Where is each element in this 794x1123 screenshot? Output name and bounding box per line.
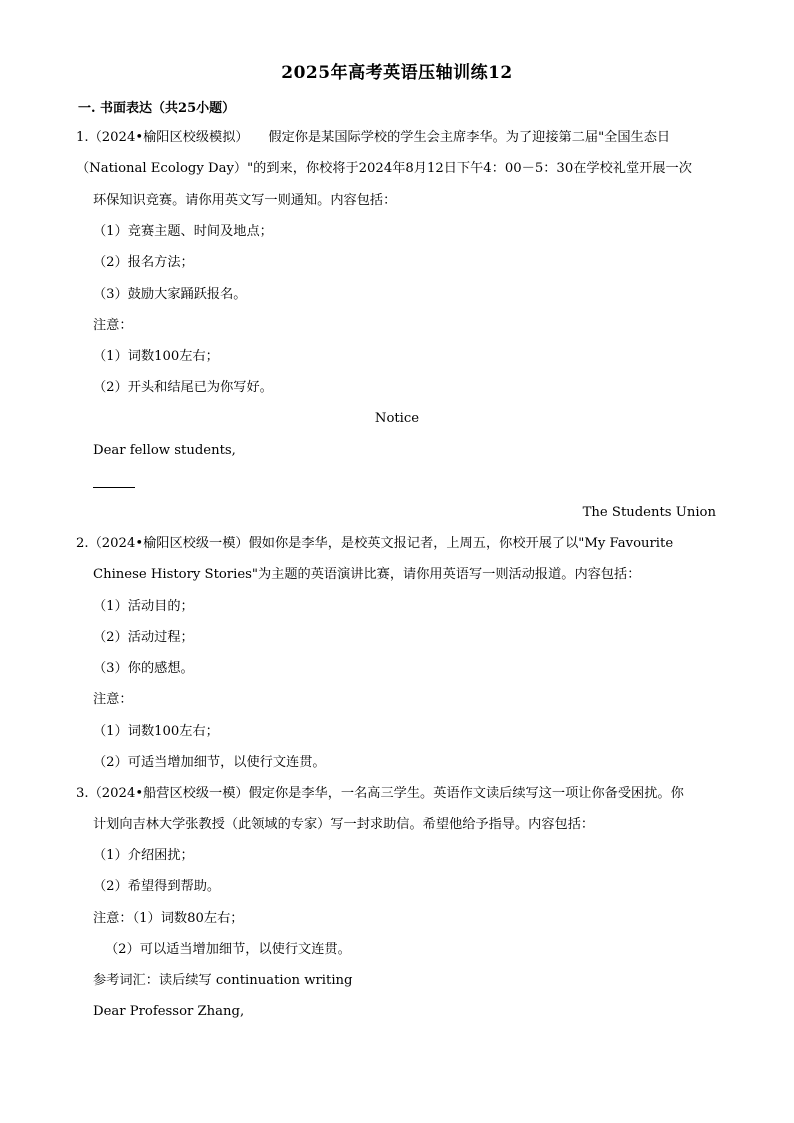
q1-note: （2）开头和结尾已为你写好。 (93, 380, 273, 395)
q3-item: （1）介绍困扰； (93, 848, 194, 863)
q2-note: （2）可适当增加细节，以使行文连贯。 (93, 755, 326, 770)
q1-notice-heading: Notice (374, 411, 420, 426)
answer-blank-line (93, 487, 135, 488)
q1-item: （1）竞赛主题、时间及地点； (93, 224, 273, 239)
q3-line-2: 计划向吉林大学张教授（此领域的专家）写一封求助信。希望他给予指导。内容包括： (93, 817, 595, 832)
q1-note: （1）词数100左右； (93, 349, 219, 364)
q2-note: （1）词数100左右； (93, 724, 219, 739)
q1-item: （3）鼓励大家踊跃报名。 (93, 287, 247, 302)
q1-signature: The Students Union (582, 505, 716, 520)
q1-note-label: 注意： (93, 318, 133, 333)
q1-line-2: （National Ecology Day）"的到来，你校将于2024年8月12日下午4：00－5：30在学校礼堂开展一次 (76, 161, 692, 176)
q2-item: （3）你的感想。 (93, 661, 194, 676)
q2-item: （2）活动过程； (93, 630, 194, 645)
q3-line-1: 3.（2024•船营区校级一模）假定你是李华，一名高三学生。英语作文读后续写这一项让你备受困扰。你 (76, 786, 684, 801)
q1-line-3: 环保知识竞赛。请你用英文写一则通知。内容包括： (93, 193, 397, 208)
q2-line-1: 2.（2024•榆阳区校级一模）假如你是李华，是校英文报记者，上周五，你校开展了以"My Favourite (76, 536, 674, 551)
q1-line-1: 1.（2024•榆阳区校级模拟） 假定你是某国际学校的学生会主席李华。为了迎接第二届"全国生态日 (76, 130, 671, 145)
section-heading: 一. 书面表达（共25小题） (78, 101, 236, 116)
page-title: 2025年高考英语压轴训练12 (281, 63, 513, 83)
q1-item: （2）报名方法； (93, 255, 194, 270)
q3-greeting: Dear Professor Zhang, (93, 1004, 245, 1019)
q3-note: （2）可以适当增加细节，以使行文连贯。 (105, 942, 351, 957)
q3-note: 注意：（1）词数80左右； (93, 911, 244, 926)
q3-item: （2）希望得到帮助。 (93, 879, 221, 894)
q1-greeting: Dear fellow students, (93, 443, 236, 458)
q3-vocab: 参考词汇：读后续写 continuation writing (93, 973, 353, 988)
q2-note-label: 注意： (93, 692, 133, 707)
q2-line-2: Chinese History Stories"为主题的英语演讲比赛，请你用英语写一则活动报道。内容包括： (93, 567, 641, 582)
q2-item: （1）活动目的； (93, 599, 194, 614)
